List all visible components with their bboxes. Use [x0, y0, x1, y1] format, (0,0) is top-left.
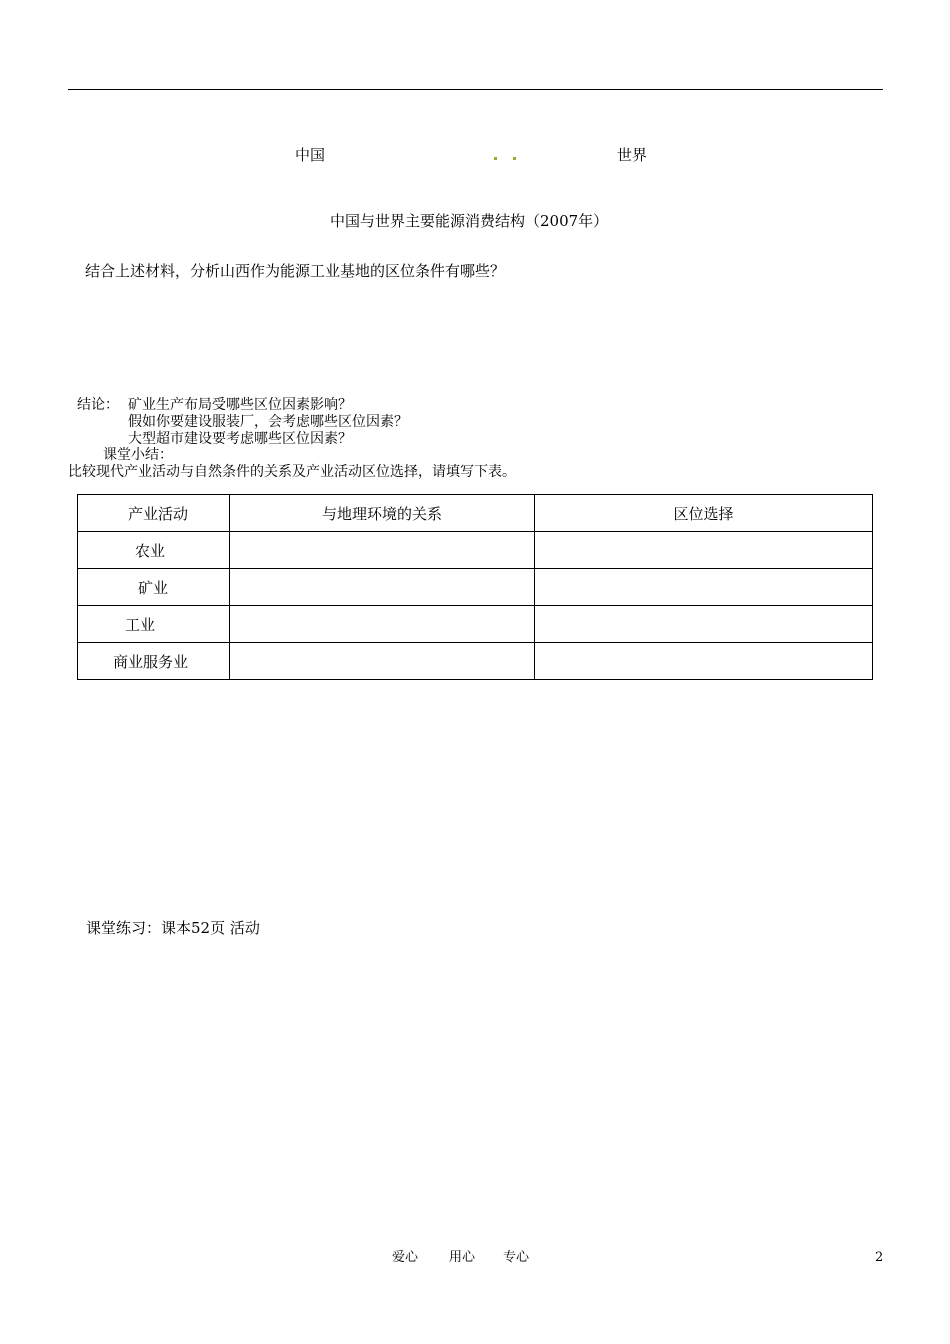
question-text: 结合上述材料，分析山西作为能源工业基地的区位条件有哪些？: [85, 262, 506, 280]
table-header-cell: 产业活动: [78, 495, 230, 532]
conclusion-line-garment: 假如你要建设服装厂，会考虑哪些区位因素？: [128, 414, 408, 430]
table-row: [78, 532, 873, 569]
table-cell-industry: 矿业: [78, 569, 230, 606]
conclusion-line-mining: 矿业生产布局受哪些区位因素影响？: [128, 397, 352, 413]
table-cell-relation[interactable]: [230, 643, 535, 680]
industry-comparison-table: [77, 494, 873, 680]
table-cell-location[interactable]: [535, 643, 873, 680]
table-cell-industry: 工业: [78, 606, 230, 643]
conclusion-label: 结论：: [77, 397, 119, 413]
summary-heading: 课堂小结：: [103, 447, 173, 463]
table-cell-location[interactable]: [535, 569, 873, 606]
table-cell-location[interactable]: [535, 606, 873, 643]
footer-motto-love: 爱心: [392, 1250, 419, 1265]
table-cell-relation[interactable]: [230, 606, 535, 643]
table-header-cell: 区位选择: [535, 495, 873, 532]
table-row: [78, 569, 873, 606]
table-header-cell: 与地理环境的关系: [230, 495, 535, 532]
table-cell-industry: 商业服务业: [78, 643, 230, 680]
footer-motto-focus: 专心: [503, 1250, 530, 1265]
figure-marker-dot: [513, 157, 516, 160]
table-header-row: [78, 495, 873, 532]
page-number: 2: [875, 1250, 884, 1265]
conclusion-line-supermarket: 大型超市建设要考虑哪些区位因素？: [128, 431, 352, 447]
table-row: [78, 606, 873, 643]
figure-caption: 中国与世界主要能源消费结构（2007年）: [330, 212, 609, 230]
table-cell-relation[interactable]: [230, 569, 535, 606]
table-intro: 比较现代产业活动与自然条件的关系及产业活动区位选择，请填写下表。: [68, 464, 516, 480]
figure-label-china: 中国: [295, 146, 326, 164]
footer-motto-effort: 用心: [449, 1250, 476, 1265]
table-cell-industry: 农业: [78, 532, 230, 569]
figure-label-world: 世界: [617, 146, 648, 164]
header-rule: [68, 89, 883, 90]
exercise-text: 课堂练习：课本52页 活动: [86, 919, 260, 937]
table-cell-relation[interactable]: [230, 532, 535, 569]
table-row: [78, 643, 873, 680]
table-cell-location[interactable]: [535, 532, 873, 569]
figure-marker-dot: [494, 157, 497, 160]
